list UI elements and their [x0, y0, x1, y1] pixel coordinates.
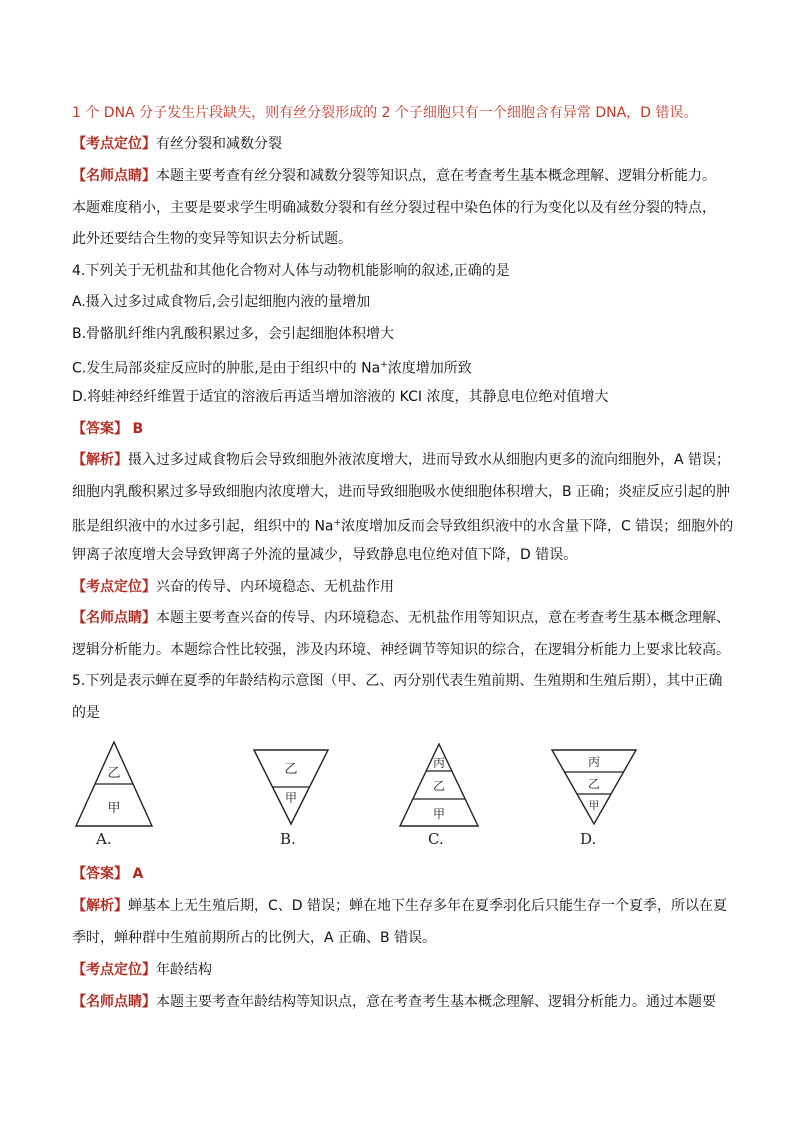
q4-option-b: B.骨骼肌纤维内乳酸积累过多，会引起细胞体积增大 — [72, 326, 395, 342]
q4-c-post: 浓度增加所致 — [387, 360, 472, 377]
q4-answer — [72, 419, 732, 439]
figure-d-label: D. — [580, 830, 597, 848]
q4-jiexi-l3-post: 浓度增加反而会导致组织液中的水含量下降，C 错误；细胞外的 — [341, 518, 734, 535]
q4-c-sup: + — [380, 360, 388, 370]
jiexi-text: 摄入过多过咸食物后会导致细胞外液浓度增大，进而导致水从细胞内更多的流向细胞外，A 错误； — [128, 452, 731, 468]
figure-c-bottom-label: 甲 — [432, 807, 446, 821]
jiexi-tag: 【解析】 — [72, 452, 128, 468]
jiexi-tag: 【解析】 — [72, 898, 128, 914]
q4-jiexi-l3-sup: + — [333, 518, 342, 528]
q4-jiexi-line3 — [72, 513, 732, 537]
q5-stem-line2: 的是 — [72, 705, 100, 721]
q4-mingshi-line2: 逻辑分析能力。本题综合性比较强，涉及内环境、神经调节等知识的综合，在逻辑分析能力上要求比较高。 — [72, 642, 730, 658]
figure-d-bottom-label: 甲 — [588, 799, 600, 812]
figure-b-top-label: 乙 — [284, 762, 298, 777]
kaodian-tag: 【考点定位】 — [72, 962, 156, 978]
figure-d-top-label: 丙 — [587, 755, 601, 769]
prev-mingshi-line3: 此外还要结合生物的变异等知识去分析试题。 — [72, 231, 352, 247]
mingshi-tag: 【名师点睛】 — [72, 610, 156, 626]
answer-value: B — [132, 421, 144, 437]
q4-option-d: D.将蛙神经纤维置于适宜的溶液后再适当增加溶液的 KCI 浓度，其静息电位绝对值增大 — [72, 389, 609, 405]
figure-a-label: A. — [96, 830, 112, 848]
mingshi-tag: 【名师点睛】 — [72, 994, 156, 1010]
figure-c-top-label: 丙 — [432, 756, 446, 770]
q5-jiexi-line1 — [72, 896, 732, 916]
kaodian-text: 年龄结构 — [156, 962, 212, 978]
q4-jiexi-line4: 钾离子浓度增大会导致钾离子外流的量减少，导致静息电位绝对值下降，D 错误。 — [72, 547, 578, 563]
mingshi-tag: 【名师点睛】 — [72, 168, 156, 184]
figure-d-pyramid — [550, 746, 638, 826]
q5-stem-line1: 5.下列是表示蝉在夏季的年龄结构示意图（甲、乙、丙分别代表生殖前期、生殖期和生殖后期），其中正确 — [72, 673, 723, 689]
q4-jiexi-l3-pre: 胀是组织液中的水过多引起，组织中的 Na — [72, 518, 334, 535]
answer-tag: 【答案】 — [72, 866, 128, 882]
answer-value: A — [132, 866, 144, 882]
figure-b-label: B. — [280, 830, 296, 848]
answer-tag: 【答案】 — [72, 421, 128, 437]
kaodian-tag: 【考点定位】 — [72, 136, 156, 152]
q4-mingshi-line1 — [72, 608, 732, 628]
figure-c-pyramid — [398, 742, 480, 830]
q4-c-pre: C.发生局部炎症反应时的肿胀,是由于组织中的 Na — [72, 360, 381, 377]
prev-mingshi-line2: 本题难度稍小，主要是要求学生明确减数分裂和有丝分裂过程中染色体的行为变化以及有丝分裂的特点， — [72, 200, 716, 216]
prev-kaodian — [72, 134, 732, 154]
prev-explanation-line: 1 个 DNA 分子发生片段缺失，则有丝分裂形成的 2 个子细胞只有一个细胞含有异常 DNA，D 错误。 — [72, 105, 698, 121]
figure-d-mid-label: 乙 — [587, 777, 601, 791]
mingshi-text: 本题主要考查年龄结构等知识点，意在考查考生基本概念理解、逻辑分析能力。通过本题要 — [156, 994, 716, 1010]
figure-b-bottom-label: 甲 — [284, 791, 298, 805]
figure-b-pyramid — [252, 746, 330, 826]
jiexi-text: 蝉基本上无生殖后期，C、D 错误；蝉在地下生存多年在夏季羽化后只能生存一个夏季，所以在夏 — [128, 898, 728, 914]
q5-kaodian — [72, 960, 732, 980]
q5-mingshi-line1 — [72, 992, 732, 1012]
q4-option-a: A.摄入过多过咸食物后,会引起细胞内液的量增加 — [72, 294, 371, 310]
figure-a-pyramid — [74, 740, 154, 830]
figure-c-mid-label: 乙 — [432, 779, 446, 793]
kaodian-tag: 【考点定位】 — [72, 579, 156, 595]
mingshi-text: 本题主要考查兴奋的传导、内环境稳态、无机盐作用等知识点，意在考查考生基本概念理解、 — [156, 610, 730, 626]
q5-jiexi-line2: 季时，蝉种群中生殖前期所占的比例大，A 正确、B 错误。 — [72, 930, 437, 946]
kaodian-text: 兴奋的传导、内环境稳态、无机盐作用 — [156, 579, 394, 595]
age-structure-figures — [72, 736, 732, 856]
kaodian-text: 有丝分裂和减数分裂 — [156, 136, 282, 152]
q4-jiexi-line1 — [72, 450, 732, 470]
q4-stem: 4.下列关于无机盐和其他化合物对人体与动物机能影响的叙述,正确的是 — [72, 263, 510, 279]
figure-c-label: C. — [428, 830, 444, 848]
q5-answer — [72, 864, 732, 884]
figure-a-top-label: 乙 — [107, 766, 121, 781]
q4-kaodian — [72, 577, 732, 597]
figure-a-bottom-label: 甲 — [107, 801, 121, 816]
prev-mingshi-line1 — [72, 166, 732, 186]
mingshi-text: 本题主要考查有丝分裂和减数分裂等知识点，意在考查考生基本概念理解、逻辑分析能力。 — [156, 168, 716, 184]
q4-option-c — [72, 355, 732, 379]
q4-jiexi-line2: 细胞内乳酸积累过多导致细胞内浓度增大，进而导致细胞吸水使细胞体积增大，B 正确；炎症反应引起的肿 — [72, 484, 731, 500]
